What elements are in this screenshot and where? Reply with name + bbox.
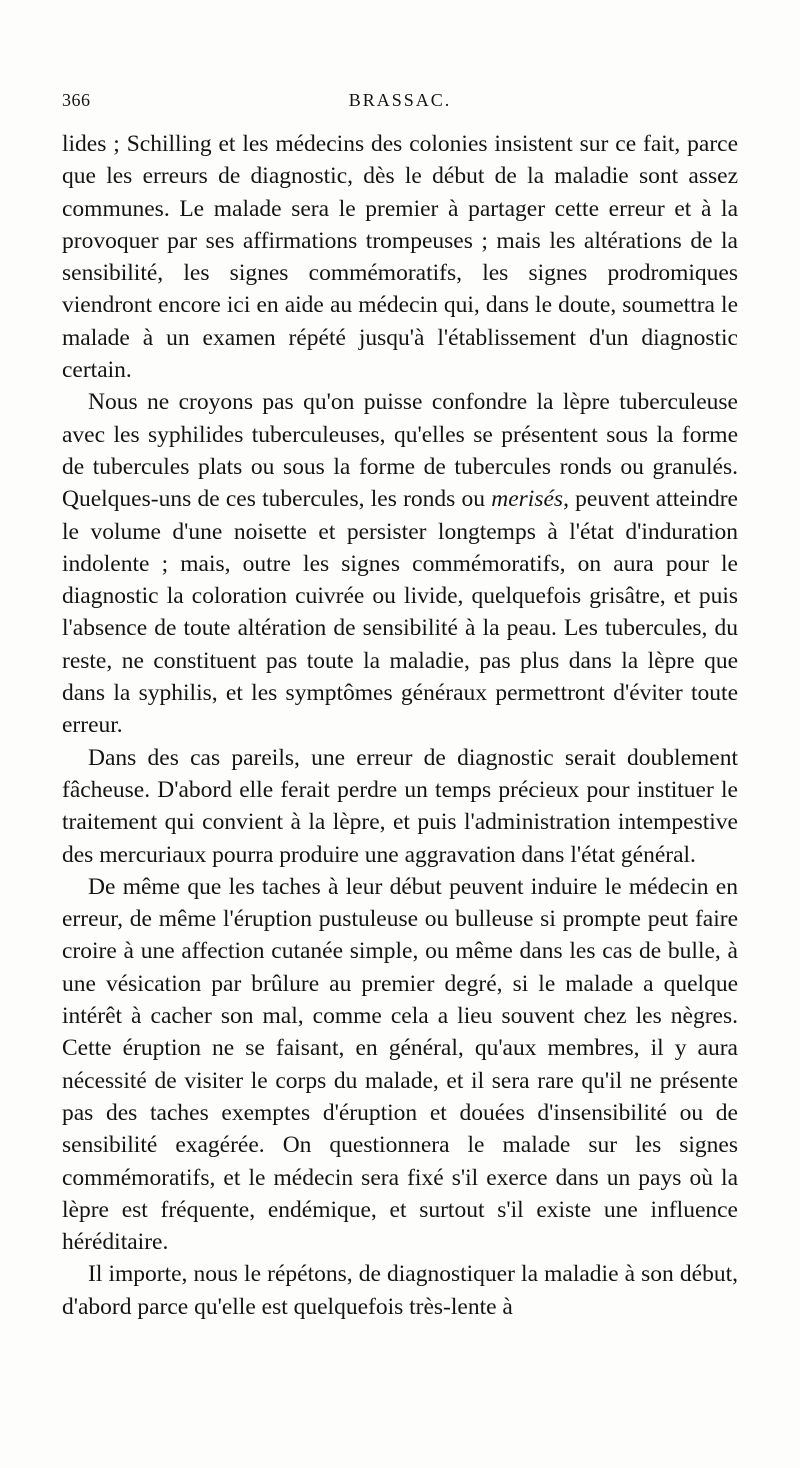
running-head: BRASSAC. xyxy=(348,90,452,110)
paragraph-2-text-before: Nous ne croyons pas qu'on puisse confondre la lèpre tuberculeuse avec les syphilides tuberculeuses, qu'elles se présentent sous la forme de tubercules plats ou sous la forme de tubercules ronds ou granulés. Quelques-uns de ces tubercules, les ronds ou xyxy=(62,389,738,513)
paragraph-1: lides ; Schilling et les médecins des colonies insistent sur ce fait, parce que les erreurs de diagnostic, dès le début de la maladie sont assez communes. Le malade sera le premier à partager cette erreur et à la provoquer par ses affirmations trompeuses ; mais les altérations de la sensibilité, les signes commémoratifs, les signes prodromiques viendront encore ici en aide au médecin qui, dans le doute, soumettra le malade à un examen répété jusqu'à l'établissement d'un diagnostic certain. xyxy=(62,131,738,384)
paragraph-2-text-after: , peuvent atteindre le volume d'une noisette et persister longtemps à l'état d'induration indolente ; mais, outre les signes commémoratifs, on aura pour le diagnostic la coloration cuivrée ou livide, quelquefois grisâtre, et puis l'absence de toute altération de sensibilité à la peau. Les tubercules, du reste, ne constituent pas toute la maladie, pas plus dans la lèpre que dans la syphilis, et les symptômes généraux permettront d'éviter toute erreur. xyxy=(62,486,738,739)
emphasized-word: merisés xyxy=(491,486,564,513)
page-header xyxy=(62,90,738,120)
paragraph-5: Il importe, nous le répétons, de diagnostiquer la maladie à son début, d'abord parce qu'elle est quelquefois très-lente à xyxy=(62,1261,738,1320)
body-text xyxy=(62,128,738,1323)
paragraph-4: De même que les taches à leur début peuvent induire le médecin en erreur, de même l'éruption pustuleuse ou bulleuse si prompte peut faire croire à une affection cutanée simple, ou même dans les cas de bulle, à une vésication par brûlure au premier degré, si le malade a quelque intérêt à cacher son mal, comme cela a lieu souvent chez les nègres. Cette éruption ne se faisant, en général, qu'aux membres, il y aura nécessité de visiter le corps du malade, et il sera rare qu'il ne présente pas des taches exemptes d'éruption et douées d'insensibilité ou de sensibilité exagérée. On questionnera le malade sur les signes commémoratifs, et le médecin sera fixé s'il exerce dans un pays où la lèpre est fréquente, endémique, et surtout s'il existe une influence héréditaire. xyxy=(62,873,738,1256)
paragraph-3: Dans des cas pareils, une erreur de diagnostic serait doublement fâcheuse. D'abord elle ferait perdre un temps précieux pour instituer le traitement qui convient à la lèpre, et puis l'administration intempestive des mercuriaux pourra produire une aggravation dans l'état général. xyxy=(62,744,738,868)
paragraph-2 xyxy=(62,386,738,741)
page-number: 366 xyxy=(62,90,91,110)
